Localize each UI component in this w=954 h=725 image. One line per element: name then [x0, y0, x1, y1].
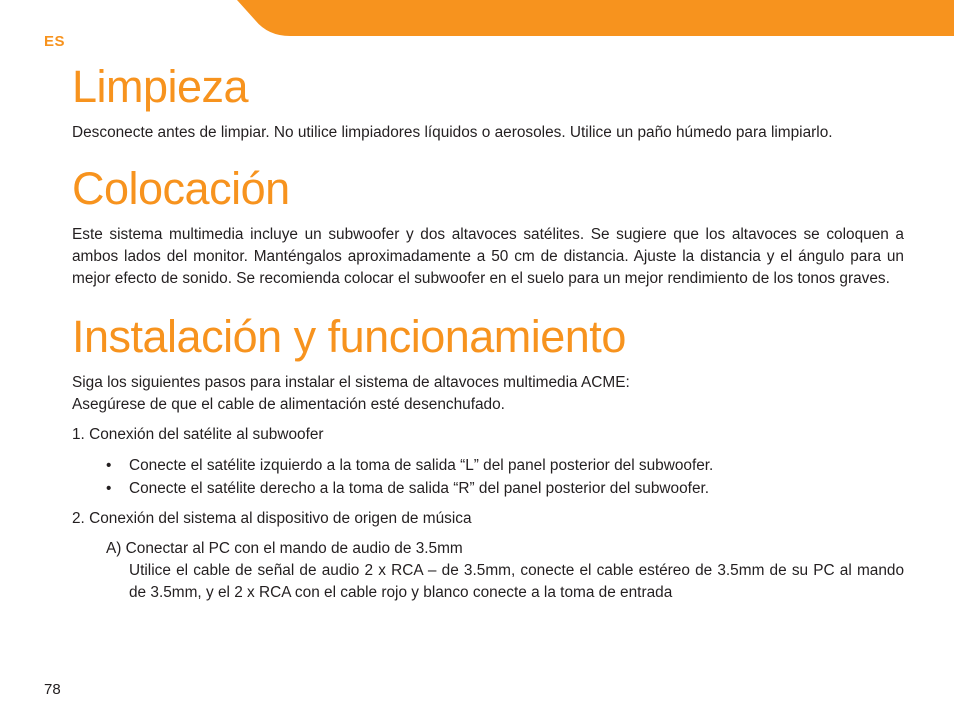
- header-accent-bar: [0, 0, 954, 36]
- page-number: 78: [44, 681, 61, 698]
- list-item: [72, 477, 904, 500]
- section-title-colocacion: Colocación: [72, 163, 290, 214]
- section-body-limpieza: Desconecte antes de limpiar. No utilice limpiadores líquidos o aerosoles. Utilice un paño húmedo para limpiarlo.: [72, 124, 833, 141]
- step-1-heading: 1. Conexión del satélite al subwoofer: [72, 426, 324, 443]
- bullet-text: Conecte el satélite derecho a la toma de salida “R” del panel posterior del subwoofer.: [129, 480, 710, 497]
- section-title-limpieza: Limpieza: [72, 61, 249, 112]
- bullet-icon: •: [106, 480, 112, 497]
- list-item: [72, 454, 904, 477]
- language-label: ES: [44, 33, 66, 50]
- step-2-heading: 2. Conexión del sistema al dispositivo de origen de música: [72, 510, 472, 527]
- page-content: [72, 58, 904, 604]
- step-1-bullet-list: [72, 454, 904, 500]
- sub-step-a-body: Utilice el cable de señal de audio 2 x RCA – de 3.5mm, conecte el cable estéreo de 3.5mm de su PC al mando de 3.5mm, y el 2 x RCA con el cable rojo y blanco conecte a la toma de entrada: [129, 562, 904, 601]
- section-body-colocacion: Este sistema multimedia incluye un subwoofer y dos altavoces satélites. Se sugiere que los altavoces se coloquen a ambos lados del monitor. Manténgalos aproximadamente a 50 cm de distancia. Ajuste la distancia y el ángulo para un mejor efecto de sonido. Se recomienda colocar el subwoofer en el suelo para un mejor rendimiento de los tonos graves.: [72, 226, 904, 287]
- section-title-instalacion: Instalación y funcionamiento: [72, 311, 626, 362]
- instalacion-intro-1: Siga los siguientes pasos para instalar el sistema de altavoces multimedia ACME:: [72, 374, 630, 391]
- sub-step-a-title: A) Conectar al PC con el mando de audio de 3.5mm: [106, 540, 463, 557]
- bullet-text: Conecte el satélite izquierdo a la toma de salida “L” del panel posterior del subwoofer.: [129, 457, 714, 474]
- instalacion-intro-2: Asegúrese de que el cable de alimentación esté desenchufado.: [72, 396, 505, 413]
- bullet-icon: •: [106, 457, 112, 474]
